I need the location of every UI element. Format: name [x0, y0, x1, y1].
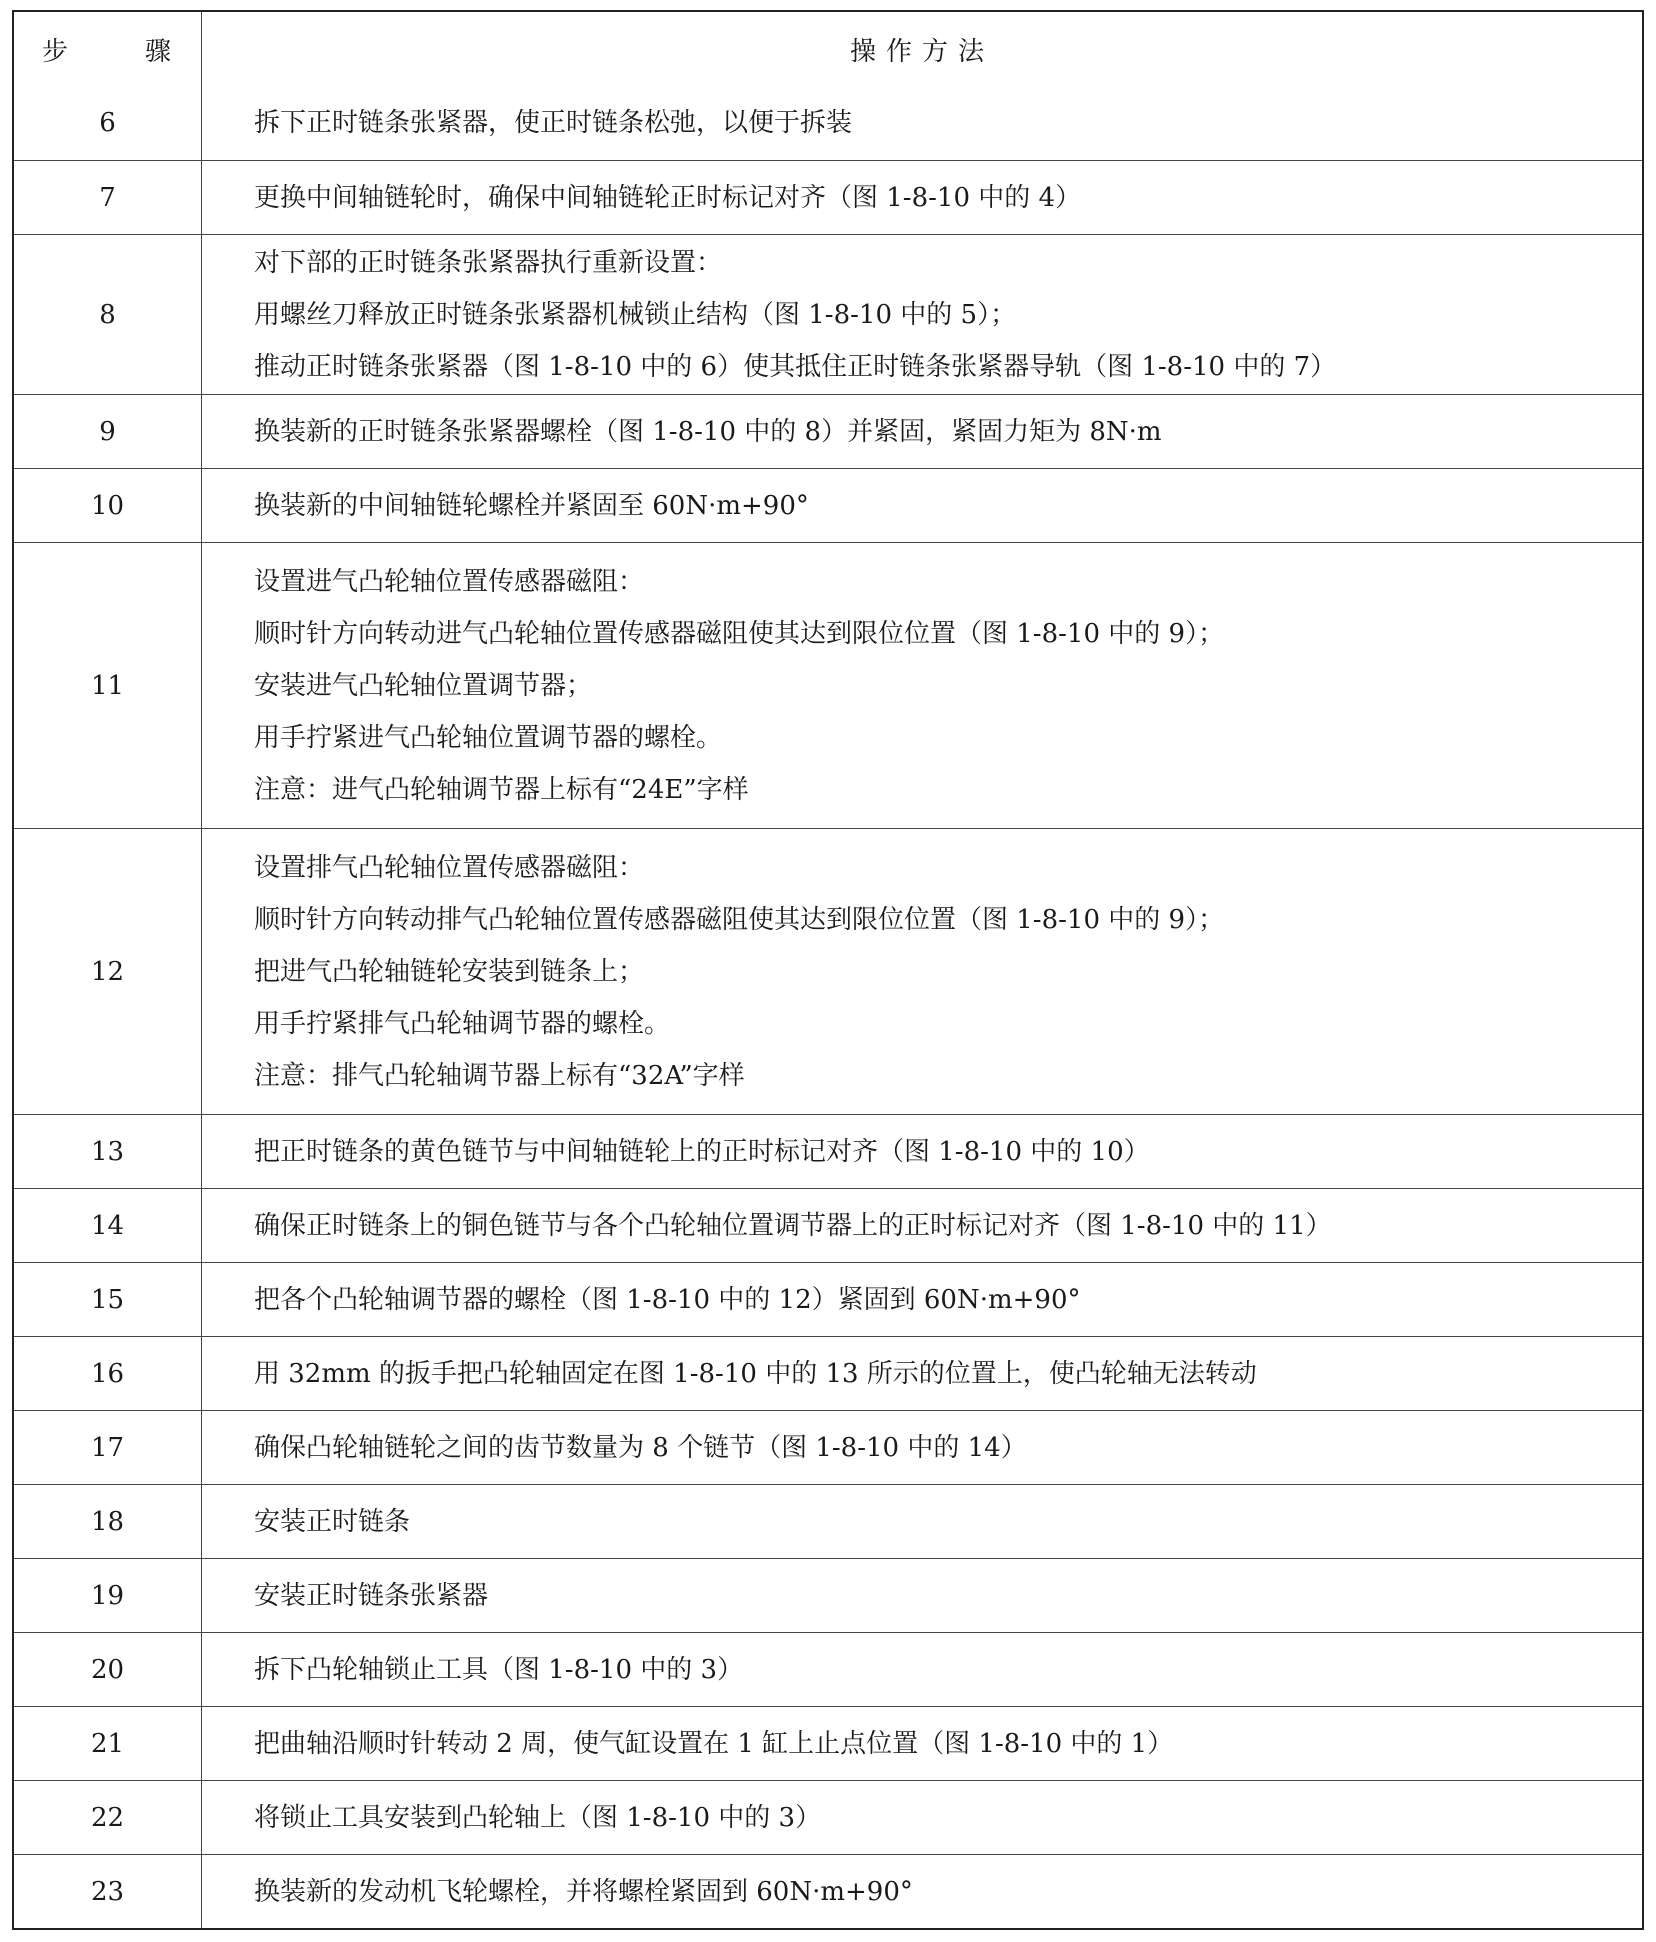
method-line: 将锁止工具安装到凸轮轴上（图 1-8-10 中的 3）	[254, 1802, 822, 1833]
method-line: 用手拧紧排气凸轮轴调节器的螺栓。	[254, 1008, 671, 1039]
table-body	[14, 86, 1642, 1928]
method-line: 注意：进气凸轮轴调节器上标有“24E”字样	[254, 774, 749, 805]
step-number: 9	[14, 395, 202, 468]
method-line: 用 32mm 的扳手把凸轮轴固定在图 1-8-10 中的 13 所示的位置上，使凸轮轴无法转动	[254, 1358, 1257, 1389]
step-number: 7	[14, 161, 202, 234]
step-number: 8	[14, 235, 202, 394]
header-method	[202, 12, 1642, 86]
step-number: 21	[14, 1707, 202, 1780]
method-line: 更换中间轴链轮时，确保中间轴链轮正时标记对齐（图 1-8-10 中的 4）	[254, 182, 1082, 213]
table-row	[14, 1632, 1642, 1706]
method-line: 安装正时链条张紧器	[254, 1580, 489, 1611]
step-number: 12	[14, 829, 202, 1114]
table-row	[14, 1262, 1642, 1336]
table-row	[14, 1484, 1642, 1558]
method-line: 安装正时链条	[254, 1506, 411, 1537]
method-line: 设置进气凸轮轴位置传感器磁阻：	[254, 566, 645, 597]
table-row	[14, 1558, 1642, 1632]
method-line: 换装新的发动机飞轮螺栓，并将螺栓紧固到 60N·m+90°	[254, 1876, 913, 1907]
step-number: 23	[14, 1855, 202, 1928]
method-line: 拆下凸轮轴锁止工具（图 1-8-10 中的 3）	[254, 1654, 744, 1685]
method-cell	[202, 829, 1642, 1114]
table-row	[14, 468, 1642, 542]
step-number: 17	[14, 1411, 202, 1484]
table-row	[14, 394, 1642, 468]
table-row	[14, 1336, 1642, 1410]
table-row	[14, 1706, 1642, 1780]
method-line: 确保正时链条上的铜色链节与各个凸轮轴位置调节器上的正时标记对齐（图 1-8-10 中的 11）	[254, 1210, 1332, 1241]
method-cell	[202, 1337, 1642, 1410]
method-line: 注意：排气凸轮轴调节器上标有“32A”字样	[254, 1060, 745, 1091]
method-line: 推动正时链条张紧器（图 1-8-10 中的 6）使其抵住正时链条张紧器导轨（图 1-8-10 中的 7）	[254, 351, 1337, 382]
table-row	[14, 1114, 1642, 1188]
step-number: 16	[14, 1337, 202, 1410]
step-number: 14	[14, 1189, 202, 1262]
method-cell	[202, 161, 1642, 234]
method-cell	[202, 1411, 1642, 1484]
table-row	[14, 1854, 1642, 1928]
procedure-table	[12, 10, 1644, 1930]
method-line: 把曲轴沿顺时针转动 2 周，使气缸设置在 1 缸上止点位置（图 1-8-10 中的 1）	[254, 1728, 1174, 1759]
method-cell	[202, 86, 1642, 160]
method-line: 对下部的正时链条张紧器执行重新设置：	[254, 247, 723, 278]
table-row	[14, 1780, 1642, 1854]
method-line: 把各个凸轮轴调节器的螺栓（图 1-8-10 中的 12）紧固到 60N·m+90°	[254, 1284, 1081, 1315]
table-row	[14, 234, 1642, 394]
step-number: 20	[14, 1633, 202, 1706]
table-row	[14, 542, 1642, 828]
header-step	[14, 12, 202, 86]
method-line: 把正时链条的黄色链节与中间轴链轮上的正时标记对齐（图 1-8-10 中的 10）	[254, 1136, 1150, 1167]
header-step-char-1: 步	[42, 36, 69, 67]
method-cell	[202, 1189, 1642, 1262]
table-row	[14, 86, 1642, 160]
method-cell	[202, 469, 1642, 542]
method-cell	[202, 1781, 1642, 1854]
header-method-label: 操作方法	[849, 36, 994, 67]
method-line: 换装新的中间轴链轮螺栓并紧固至 60N·m+90°	[254, 490, 809, 521]
step-number: 10	[14, 469, 202, 542]
method-line: 安装进气凸轮轴位置调节器；	[254, 670, 593, 701]
method-line: 把进气凸轮轴链轮安装到链条上；	[254, 956, 645, 987]
method-line: 确保凸轮轴链轮之间的齿节数量为 8 个链节（图 1-8-10 中的 14）	[254, 1432, 1027, 1463]
step-number: 19	[14, 1559, 202, 1632]
step-number: 15	[14, 1263, 202, 1336]
step-number: 18	[14, 1485, 202, 1558]
method-cell	[202, 235, 1642, 394]
method-line: 设置排气凸轮轴位置传感器磁阻：	[254, 852, 645, 883]
table-row	[14, 828, 1642, 1114]
table-row	[14, 160, 1642, 234]
method-line: 顺时针方向转动排气凸轮轴位置传感器磁阻使其达到限位位置（图 1-8-10 中的 9）；	[254, 904, 1225, 935]
method-cell	[202, 1115, 1642, 1188]
step-number: 11	[14, 543, 202, 828]
table-header-row	[14, 12, 1642, 86]
step-number: 6	[14, 86, 202, 160]
method-cell	[202, 1559, 1642, 1632]
table-row	[14, 1410, 1642, 1484]
method-cell	[202, 395, 1642, 468]
method-line: 换装新的正时链条张紧器螺栓（图 1-8-10 中的 8）并紧固，紧固力矩为 8N·m	[254, 416, 1162, 447]
table-row	[14, 1188, 1642, 1262]
method-cell	[202, 1855, 1642, 1928]
step-number: 13	[14, 1115, 202, 1188]
step-number: 22	[14, 1781, 202, 1854]
method-cell	[202, 1633, 1642, 1706]
header-step-char-2: 骤	[144, 36, 171, 67]
method-line: 拆下正时链条张紧器，使正时链条松弛，以便于拆装	[254, 108, 853, 138]
method-line: 用手拧紧进气凸轮轴位置调节器的螺栓。	[254, 722, 723, 753]
method-cell	[202, 543, 1642, 828]
method-cell	[202, 1485, 1642, 1558]
method-line: 顺时针方向转动进气凸轮轴位置传感器磁阻使其达到限位位置（图 1-8-10 中的 9）；	[254, 618, 1225, 649]
method-line: 用螺丝刀释放正时链条张紧器机械锁止结构（图 1-8-10 中的 5）；	[254, 299, 1017, 330]
method-cell	[202, 1707, 1642, 1780]
method-cell	[202, 1263, 1642, 1336]
